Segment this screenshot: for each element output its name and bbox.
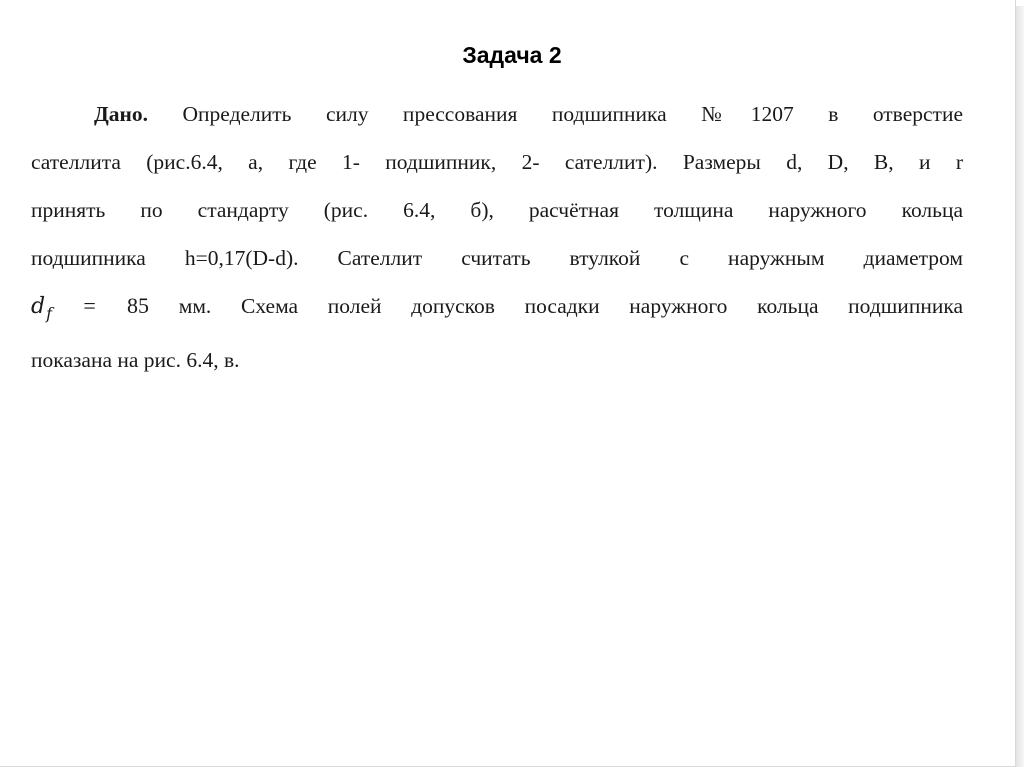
slide-title: Задача 2: [462, 42, 562, 68]
outer-diameter-formula: [31, 293, 150, 323]
slide-edge-shadow: [1016, 6, 1024, 767]
task-lead: Дано.: [94, 102, 149, 126]
task-line-1-text: Определить силу прессования подшипника №1207 в отверстие: [148, 102, 963, 126]
formula-symbol: d: [31, 294, 46, 319]
task-line-3: принять по стандарту (рис. 6.4, б), расчётная толщина наружного кольца: [31, 198, 963, 222]
formula-operator: =: [83, 293, 96, 318]
formula-value: 85: [127, 293, 150, 318]
task-line-1: [31, 94, 963, 142]
formula-subscript: f: [46, 304, 53, 323]
task-line-6: показана на рис. 6.4, в.: [31, 348, 240, 372]
task-text: [31, 94, 963, 388]
task-line-5-text: мм. Схема полей допусков посадки наружного кольца подшипника: [178, 294, 963, 318]
task-line-4: подшипника h=0,17(D-d). Сателлит считать втулкой с наружным диаметром: [31, 246, 963, 270]
task-line-5: [31, 286, 963, 334]
task-line-2: сателлита (рис.6.4, а, где 1- подшипник, 2- сателлит). Размеры d, D, B, и r: [31, 150, 963, 174]
